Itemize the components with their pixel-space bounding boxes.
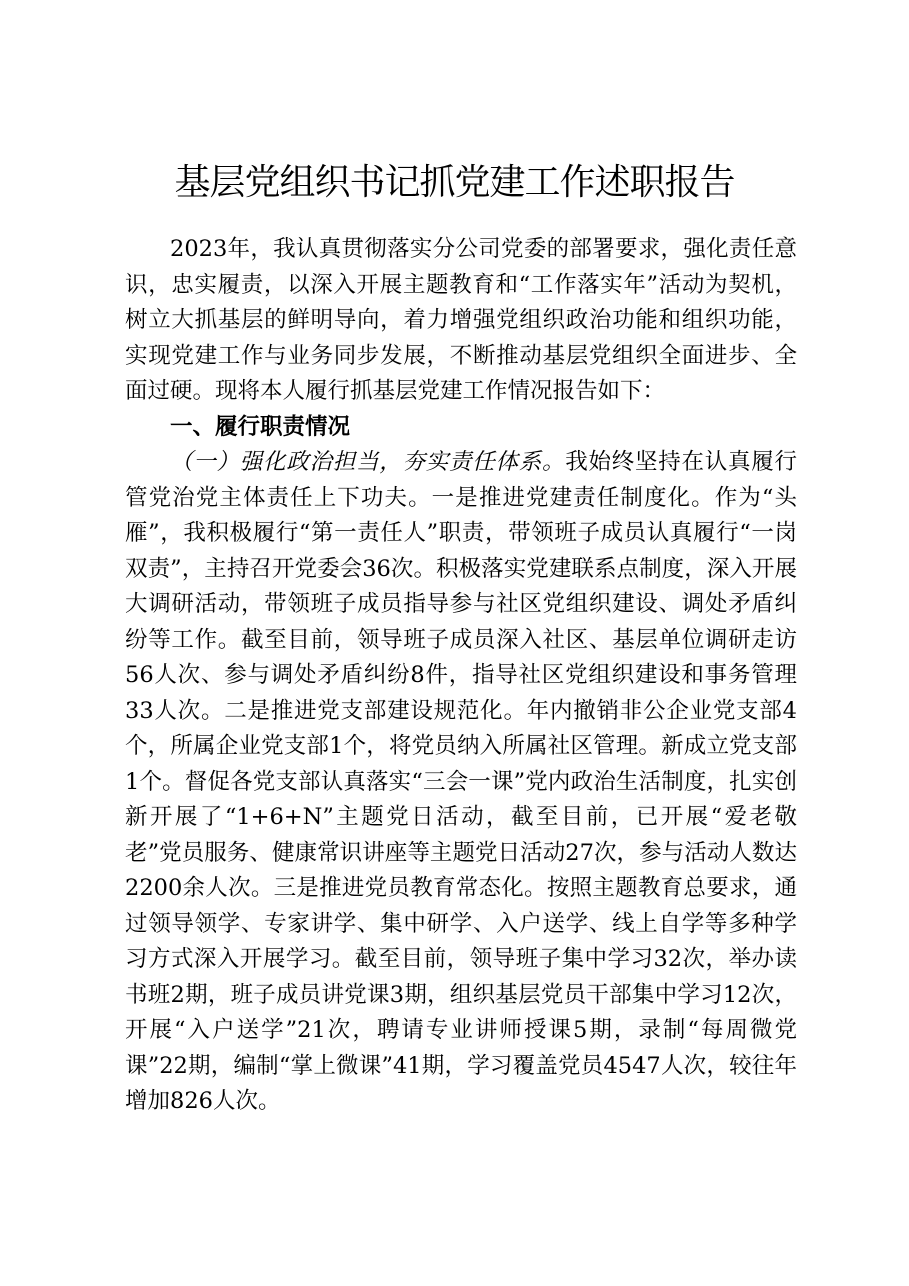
subsection-heading-1: （一）强化政治担当，夯实责任体系。 [170, 449, 566, 475]
section-heading-1: 一、履行职责情况 [170, 413, 351, 440]
intro-paragraph: 2023年，我认真贯彻落实分公司党委的部署要求，强化责任意识，忠实履责，以深入开展主题教育和“工作落实年”活动为契机，树立大抓基层的鲜明导向，着力增强党组织政治功能和组织功能，实现党建工作与业务同步发展，不断推动基层党组织全面进步、全面过硬。现将本人履行抓基层党建工作情况报告如下： [125, 236, 797, 404]
document-title: 基层党组织书记抓党建工作述职报告 [174, 162, 735, 203]
subsection-paragraph-1 [125, 445, 797, 1120]
document-body [125, 232, 797, 1120]
subsection-body-1: 我始终坚持在认真履行管党治党主体责任上下功夫。一是推进党建责任制度化。作为“头雁”，我积极履行“第一责任人”职责，带领班子成员认真履行“一岗双责”，主持召开党委会36次。积极落实党建联系点制度，深入开展大调研活动，带领班子成员指导参与社区党组织建设、调处矛盾纠纷等工作。截至目前，领导班子成员深入社区、基层单位调研走访56人次、参与调处矛盾纠纷8件，指导社区党组织建设和事务管理33人次。二是推进党支部建设规范化。年内撤销非公企业党支部4个，所属企业党支部1个，将党员纳入所属社区管理。新成立党支部1个。督促各党支部认真落实“三会一课”党内政治生活制度，扎实创新开展了“1+6+N”主题党日活动，截至目前，已开展“爱老敬老”党员服务、健康常识讲座等主题党日活动27次，参与活动人数达2200余人次。三是推进党员教育常态化。按照主题教育总要求，通过领导领学、专家讲学、集中研学、入户送学、线上自学等多种学习方式深入开展学习。截至目前，领导班子集中学习32次，举办读书班2期，班子成员讲党课3期，组织基层党员干部集中学习12次，开展“入户送学”21次，聘请专业讲师授课5期，录制“每周微党课”22期，编制“掌上微课”41期，学习覆盖党员4547人次，较往年增加826人次。 [125, 449, 797, 1114]
